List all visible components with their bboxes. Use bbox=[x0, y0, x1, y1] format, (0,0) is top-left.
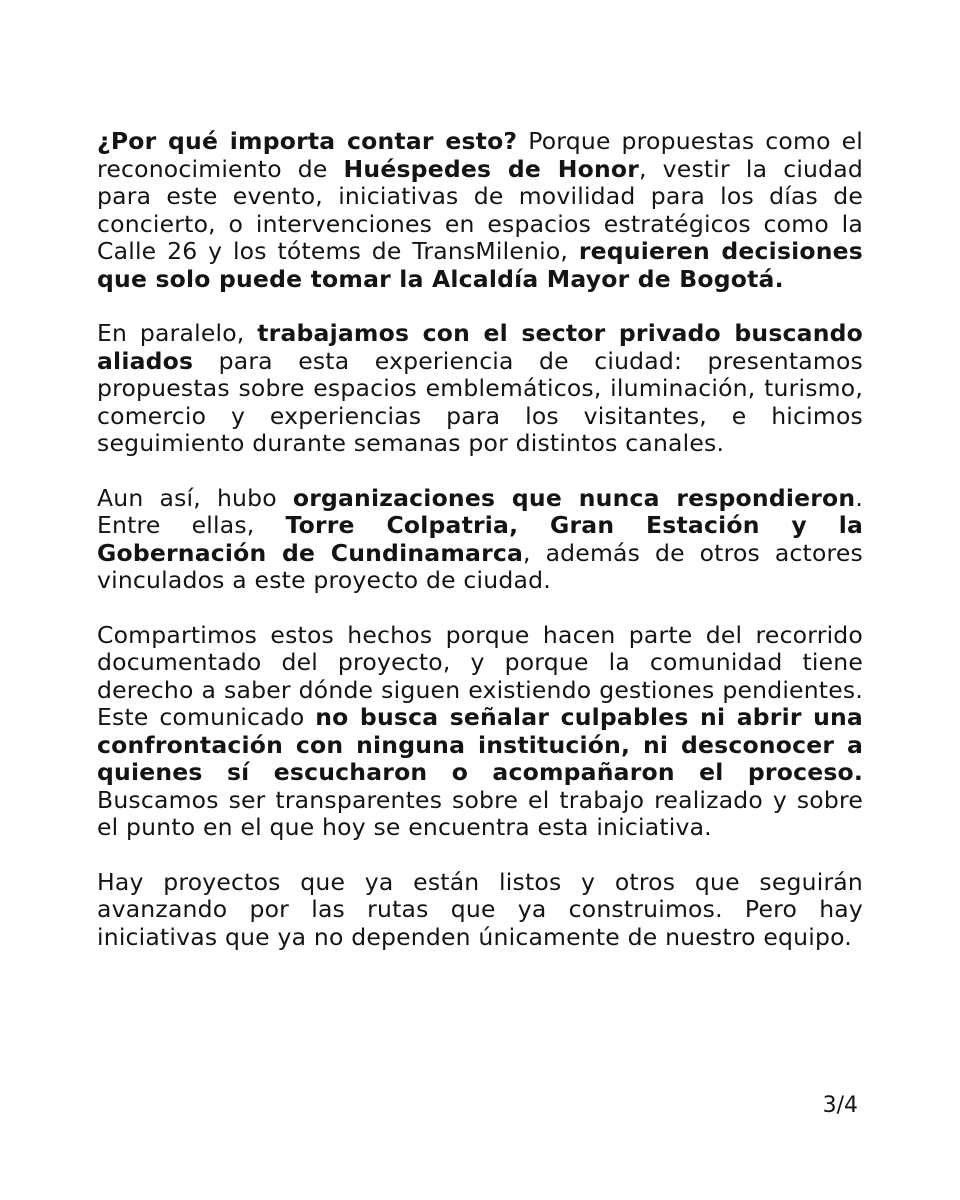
document-body bbox=[97, 128, 863, 978]
text-segment-bold: organizaciones que nunca respondieron bbox=[292, 483, 856, 512]
text-segment: Aun así, hubo bbox=[97, 483, 293, 512]
text-segment-bold: Huéspedes de Honor bbox=[343, 154, 640, 183]
text-segment: , vestir la ciudad para este evento, iniciativas de movilidad para los días de concierto, o intervenciones en espacios estratégicos como la Calle 26 y los tótems de TransMilenio, bbox=[97, 154, 863, 265]
text-segment-bold: Torre Colpatria, Gran Estación y la Gobernación de Cundinamarca bbox=[97, 511, 864, 567]
paragraph-why-it-matters bbox=[97, 128, 863, 293]
text-segment: para esta experiencia de ciudad: presentamos propuestas sobre espacios emblemáticos, iluminación, turismo, comercio y experiencias para los visitantes, e hicimos seguimiento durante semanas por distintos canales. bbox=[97, 346, 863, 457]
paragraph-transparency bbox=[97, 622, 863, 842]
text-segment-bold: no busca señalar culpables ni abrir una confrontación con ninguna institución, ni desconocer a quienes sí escucharon o acompañaron el proceso. bbox=[97, 703, 863, 786]
text-segment: Compartimos estos hechos porque hacen parte del recorrido documentado del proyecto, y porque la comunidad tiene derecho a saber dónde siguen existiendo gestiones pendientes. Este comunicado bbox=[97, 620, 863, 731]
page-number: 3/4 bbox=[822, 1093, 858, 1118]
text-segment: . Entre ellas, bbox=[97, 483, 863, 539]
paragraph-private-sector bbox=[97, 320, 863, 458]
text-segment-bold: requieren decisiones que solo puede tomar la Alcaldía Mayor de Bogotá. bbox=[97, 237, 863, 293]
text-segment-bold: ¿Por qué importa contar esto? bbox=[97, 127, 518, 155]
text-segment-bold: trabajamos con el sector privado buscando aliados bbox=[97, 319, 863, 375]
text-segment: En paralelo, bbox=[97, 319, 258, 347]
text-segment: Buscamos ser transparentes sobre el trabajo realizado y sobre el punto en el que hoy se encuentra esta iniciativa. bbox=[97, 785, 863, 841]
text-segment: , además de otros actores vinculados a este proyecto de ciudad. bbox=[97, 538, 863, 594]
paragraph-no-response bbox=[97, 485, 863, 595]
paragraph-closing bbox=[97, 869, 863, 952]
text-segment: Porque propuestas como el reconocimiento de bbox=[97, 127, 863, 183]
text-segment: Hay proyectos que ya están listos y otros que seguirán avanzando por las rutas que ya construimos. Pero hay iniciativas que ya no dependen únicamente de nuestro equipo. bbox=[97, 867, 863, 951]
